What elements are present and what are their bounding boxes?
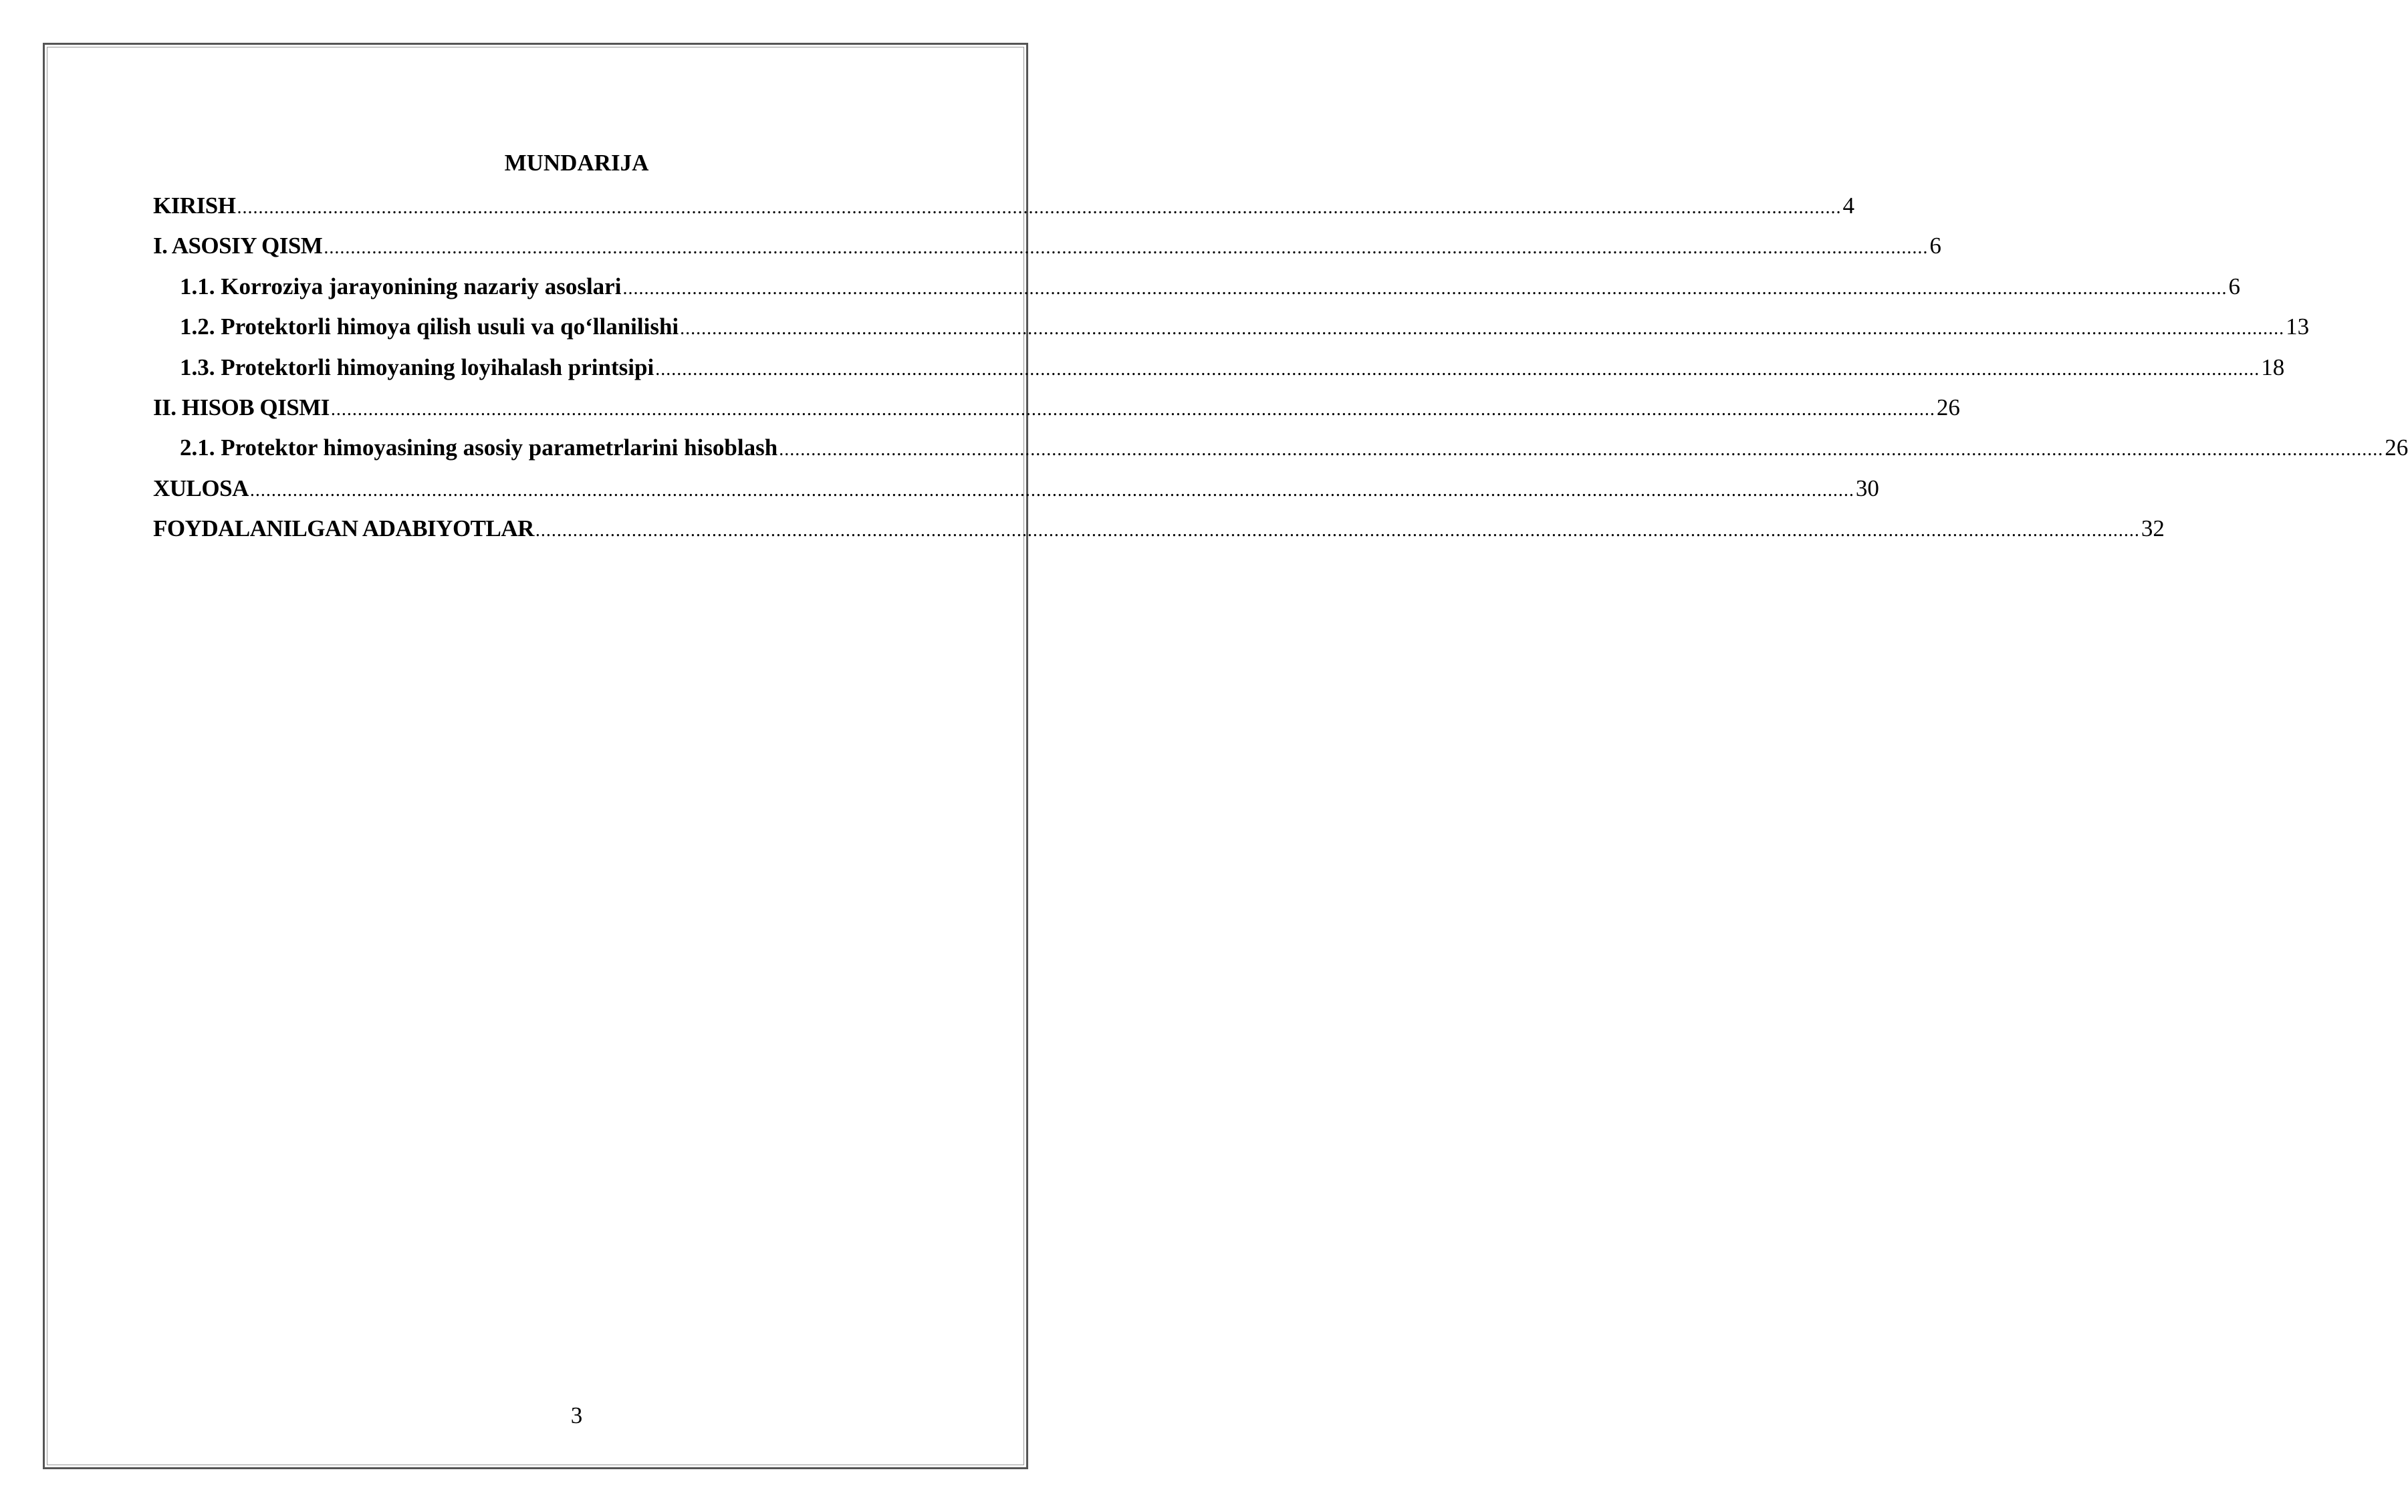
toc-dot-leader: ............................................................................................................................................................................................................................................................................................................: [535, 520, 2140, 541]
toc-entry-xulosa[interactable]: [153, 474, 1879, 514]
toc-entry-page: 4: [1842, 193, 1854, 219]
toc-entry-label: 1.3. Protektorli himoyaning loyihalash printsipi: [180, 354, 654, 380]
toc-dot-leader: ............................................................................................................................................................................................................................................................................................................: [324, 237, 1929, 259]
toc-entry-label: 2.1. Protektor himoyasining asosiy parametrlarini hisoblash: [180, 434, 778, 461]
toc-dot-leader: ............................................................................................................................................................................................................................................................................................................: [680, 318, 2285, 340]
toc-entry-label: FOYDALANILGAN ADABIYOTLAR: [153, 515, 534, 542]
toc-dot-leader: ............................................................................................................................................................................................................................................................................................................: [249, 479, 1854, 501]
toc-entry-page: 30: [1855, 475, 1879, 501]
toc-entry-page: 13: [2286, 313, 2310, 340]
toc-dot-leader: ............................................................................................................................................................................................................................................................................................................: [655, 358, 2260, 380]
toc-dot-leader: ............................................................................................................................................................................................................................................................................................................: [330, 398, 1935, 420]
toc-entry-1-1[interactable]: [153, 272, 2240, 312]
toc-dot-leader: ............................................................................................................................................................................................................................................................................................................: [237, 197, 1842, 218]
toc-entry-page: 18: [2261, 354, 2285, 380]
toc-entry-label: 1.2. Protektorli himoya qilish usuli va qo‘llanilishi: [180, 313, 679, 340]
toc-entry-label: II. HISOB QISMI: [153, 394, 330, 420]
page-title: MUNDARIJA: [504, 150, 649, 176]
toc-entry-adabiyotlar[interactable]: [153, 514, 2165, 554]
toc-entry-label: 1.1. Korroziya jarayonining nazariy asoslari: [180, 273, 622, 299]
toc-entry-label: KIRISH: [153, 193, 236, 219]
toc-entry-page: 26: [1936, 394, 1960, 420]
toc-entry-hisob-qismi[interactable]: [153, 393, 1960, 433]
toc-entry-page: 6: [2228, 273, 2240, 299]
toc-entry-kirish[interactable]: [153, 191, 1854, 231]
toc-entry-asosiy-qism[interactable]: [153, 231, 1941, 271]
toc-entry-page: 26: [2385, 434, 2408, 461]
page-number: 3: [570, 1402, 583, 1428]
toc-dot-leader: ............................................................................................................................................................................................................................................................................................................: [622, 277, 2228, 299]
toc-entry-1-2[interactable]: [153, 312, 2310, 352]
toc-entry-1-3[interactable]: [153, 353, 2285, 393]
toc-entry-page: 6: [1929, 233, 1941, 259]
toc-entry-2-1[interactable]: [153, 433, 2408, 473]
toc-entry-label: I. ASOSIY QISM: [153, 233, 323, 259]
table-of-contents: [153, 191, 2408, 555]
toc-dot-leader: ............................................................................................................................................................................................................................................................................................................: [779, 439, 2384, 461]
toc-entry-page: 32: [2141, 515, 2165, 542]
toc-entry-label: XULOSA: [153, 475, 249, 501]
